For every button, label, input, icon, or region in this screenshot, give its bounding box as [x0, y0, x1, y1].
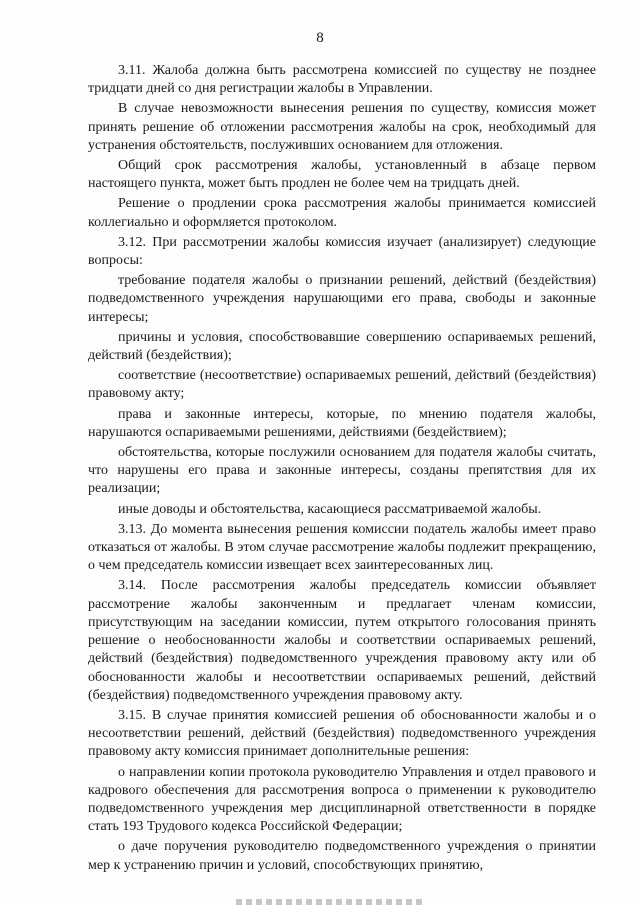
- list-item-circumstances: обстоятельства, которые послужили основанием для подателя жалобы считать, что нарушены его права и законные интересы, созданы препятствия для их реализации;: [88, 445, 596, 497]
- scan-artifact: [236, 899, 426, 905]
- paragraph-3-15: 3.15. В случае принятия комиссией решения об обоснованности жалобы и о несоответствии решений, действий (бездействия) подведомственного учреждения правовому акту комиссия принимает дополнительные решения:: [88, 707, 596, 760]
- paragraph-postponement: В случае невозможности вынесения решения по существу, комиссия может принять решение об отложении рассмотрения жалобы на срок, необходимый для устранения обстоятельств, послуживших основанием для отложения.: [88, 101, 596, 153]
- page-number: 8: [316, 30, 324, 46]
- paragraph-total-term: Общий срок рассмотрения жалобы, установленный в абзаце первом настоящего пункта, может быть продлен не более чем на тридцать дней.: [88, 158, 596, 192]
- paragraph-3-13: 3.13. До момента вынесения решения комиссии податель жалобы имеет право отказаться от жалобы. В этом случае рассмотрение жалобы подлежит прекращению, о чем председатель комиссии извещает всех заинтересованных лиц.: [88, 521, 596, 574]
- list-item-compliance: соответствие (несоответствие) оспариваемых решений, действий (бездействия) правовому акту;: [88, 368, 596, 402]
- paragraph-3-14: 3.14. После рассмотрения жалобы председатель комиссии объявляет рассмотрение жалобы законченным и предлагает членам комиссии, присутствующим на заседании комиссии, путем открытого голосования принять решение о необоснованности жалобы и соответствии оспариваемых решений, действий (бездействия) подведомственного учреждения правовому акту или об обоснованности жалобы и несоответствии оспариваемых решений, действий (бездействия) подведомственного учреждения правовому акту.: [88, 578, 596, 703]
- list-item-protocol-copy: о направлении копии протокола руководителю Управления и отдел правового и кадрового обеспечения для рассмотрения вопроса о применении к руководителю подведомственного учреждения мер дисциплинарной ответственности в порядке стать 193 Трудового кодекса Российской Федерации;: [88, 764, 596, 835]
- list-item-other-arguments: иные доводы и обстоятельства, касающиеся рассматриваемой жалобы.: [118, 501, 542, 517]
- document-body: [88, 62, 596, 877]
- list-item-instruction: о даче поручения руководителю подведомственного учреждения о принятии мер к устранению причин и условий, способствующих принятию,: [88, 839, 596, 873]
- list-item-causes: причины и условия, способствовавшие совершению оспариваемых решений, действий (бездействия);: [88, 329, 596, 364]
- paragraph-extension-decision: Решение о продлении срока рассмотрения жалобы принимается комиссией коллегиально и оформляется протоколом.: [88, 196, 596, 230]
- list-item-rights: права и законные интересы, которые, по мнению подателя жалобы, нарушаются оспариваемыми решениями, действиями (бездействием);: [88, 406, 596, 440]
- list-item-requirement: требование подателя жалобы о признании решений, действий (бездействия) подведомственного учреждения нарушающими его права, свободы и законные интересы;: [88, 273, 596, 325]
- paragraph-3-11: 3.11. Жалоба должна быть рассмотрена комиссией по существу не позднее тридцати дней со дня регистрации жалобы в Управлении.: [88, 63, 596, 97]
- paragraph-3-12: 3.12. При рассмотрении жалобы комиссия изучает (анализирует) следующие вопросы:: [88, 234, 596, 269]
